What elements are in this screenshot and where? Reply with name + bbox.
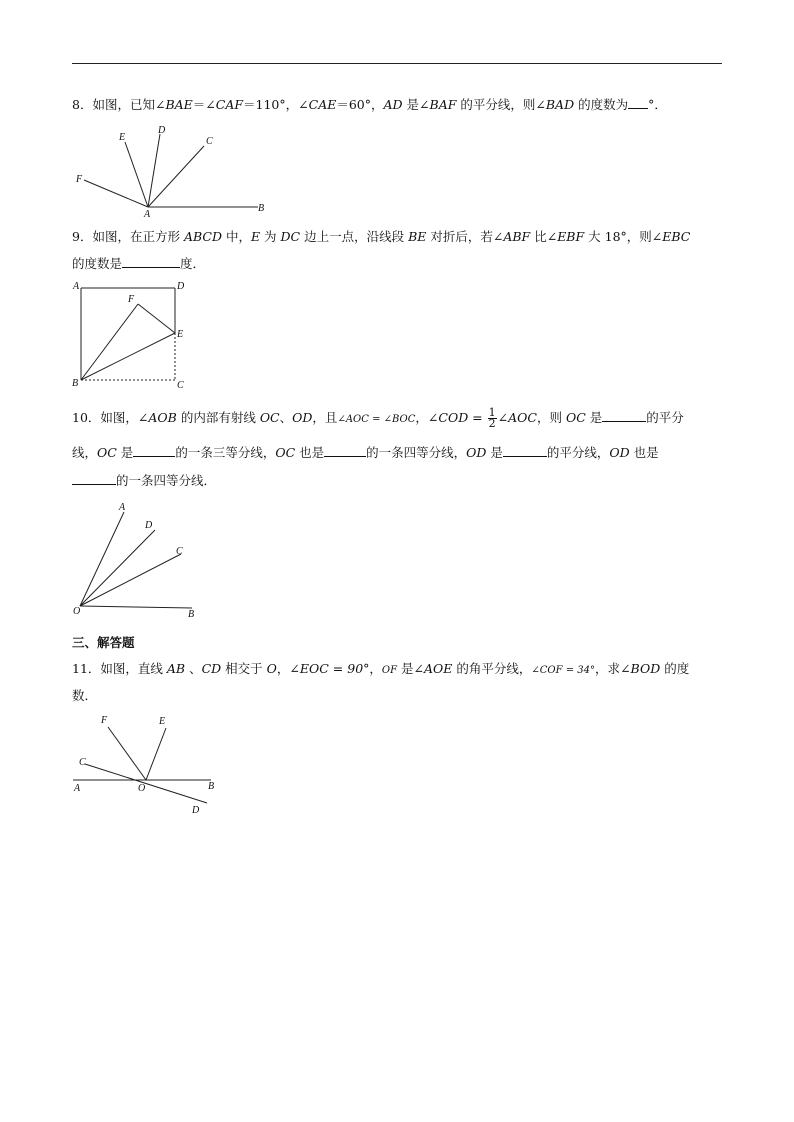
ray-OD (80, 530, 155, 606)
section-title: 三、解答题 (72, 635, 135, 650)
segment-BF (81, 304, 138, 380)
q8-figure (84, 134, 258, 207)
q8-label-B: B (258, 203, 265, 214)
half-fraction: $\frac{1}{2}$ (488, 406, 496, 430)
q10-label-C: C (176, 546, 183, 557)
q11-label-C: C (79, 757, 86, 768)
q11-label-B: B (208, 781, 215, 792)
q10-label-B: B (188, 609, 195, 620)
q11-text-line2: 数． (72, 688, 98, 703)
q10-label-O: O (73, 606, 81, 617)
ray-OA (80, 512, 124, 606)
q9-label-E: E (177, 329, 184, 340)
q8-label-A: A (144, 209, 151, 220)
q10-text-line2: 线，OC 是 的一条三等分线，OC 也是 的一条四等分线，OD 是 的平分线，OD 也是 (72, 445, 659, 460)
q8-text: 8．如图，已知∠BAE＝∠CAF＝110°，∠CAE＝60°，AD 是∠BAF 的平分线，则∠BAD 的度数为 °． (72, 97, 667, 112)
ray-AE (125, 142, 148, 207)
ray-OE (146, 728, 166, 780)
q10-label-D: D (145, 520, 153, 531)
q10-label-A: A (119, 502, 126, 513)
q11-text-line1: 11．如图，直线 AB 、CD 相交于 O，∠EOC = 90°，OF 是∠AOE 的角平分线，∠COF = 34°，求∠BOD 的度 (72, 661, 690, 676)
q10-text-line3: 的一条四等分线． (72, 473, 216, 489)
segment-FE (138, 304, 175, 333)
q8-label-E: E (119, 132, 126, 143)
q10-figure (80, 512, 192, 608)
q8-label-C: C (206, 136, 213, 147)
q10-text-line1: 10．如图，∠AOB 的内部有射线 OC、OD，且∠AOC = ∠BOC，∠COD = $\frac{1}{2}$ ∠AOC，则 OC 是 的平分 (72, 406, 684, 430)
q11-label-F: F (101, 715, 108, 726)
q8-label-D: D (158, 125, 166, 136)
q9-label-F: F (128, 294, 135, 305)
q9-label-A: A (73, 281, 80, 292)
q9-label-D: D (177, 281, 185, 292)
line-CD (85, 764, 207, 803)
q11-label-E: E (159, 716, 166, 727)
q11-label-A: A (74, 783, 81, 794)
ray-AF (84, 180, 148, 207)
ray-OB (80, 606, 192, 608)
q11-label-D: D (192, 805, 200, 816)
ray-OC (80, 554, 181, 606)
q9-label-B: B (72, 378, 79, 389)
segment-BE (81, 333, 175, 380)
q9-label-C: C (177, 380, 184, 391)
q9-text-line2: 的度数是 度． (72, 256, 206, 271)
q8-label-F: F (76, 174, 83, 185)
ray-OF (108, 727, 146, 780)
q9-text-line1: 9．如图，在正方形 ABCD 中，E 为 DC 边上一点，沿线段 BE 对折后，若∠ABF 比∠EBF 大 18°，则∠EBC (72, 229, 691, 244)
q11-label-O: O (138, 783, 146, 794)
